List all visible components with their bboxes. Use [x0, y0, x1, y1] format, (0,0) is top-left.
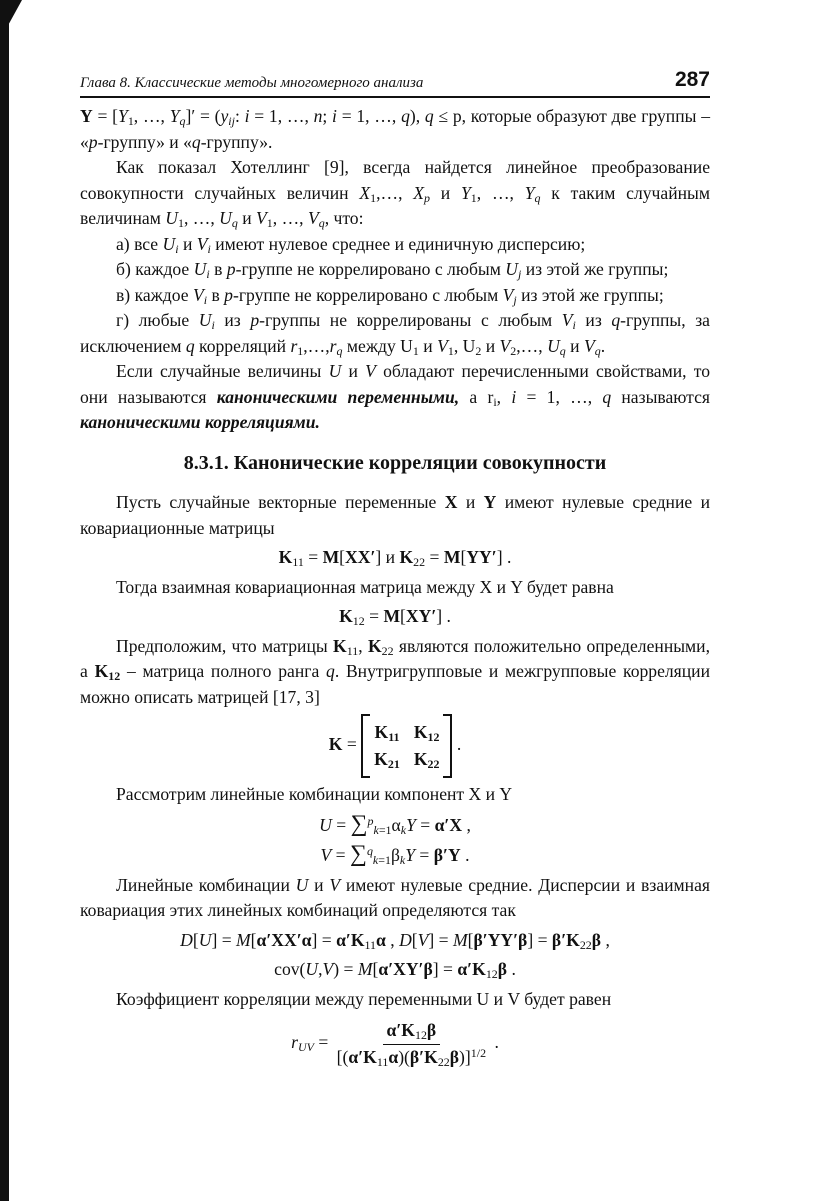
- paragraph-corr-coef: Коэффициент корреляции между переменными U и V будет равен: [116, 988, 612, 1009]
- paragraph-canonical-def: Если случайные величины U и V обладают перечисленными свойствами, то они называются каноническими переменными, а $r_i$, i = 1, …, q называются каноническими корреляциями.: [80, 361, 710, 432]
- section-heading: 8.3.1. Канонические корреляции совокупности: [183, 451, 607, 474]
- formula-dispersion: $D[U] = M[\alpha'XX'\alpha] = \alpha'K_{11}\alpha$ , $D[V] = M[\beta'YY'\beta] = \beta'K_{22}\beta$ ,: [180, 929, 610, 952]
- formula-correlation: $r_{UV}$ = $\frac{\alpha'K_{12}\beta}{[(\alpha'K_{11}\alpha)(\beta'K_{22}\beta)]^{1/2}}$ .: [291, 1020, 499, 1069]
- formula-block-matrix: K = $K_{11}$ $K_{12}$ $K_{21}$ $K_{22}$ .: [80, 714, 710, 778]
- formula-u: $U = \sum^p_{k=1}\alpha_kY = \alpha'X$ ,: [319, 810, 471, 837]
- paragraph-y-groups: $Y = [Y_1$, …, $Y_q]' = (y_{ij}$: i = 1, …, n; i = 1, …, q), q ≤ p, которые образуют две группы – «р-группу» и «q-группу».: [80, 106, 710, 152]
- formula-k12: $K_{12} = M[XY']$ .: [339, 606, 451, 628]
- page-number: 287: [674, 68, 710, 91]
- running-header: [80, 62, 710, 98]
- paragraph-linear-comb: Рассмотрим линейные комбинации компонент X и Y: [116, 784, 513, 804]
- list-item-a: а) все $U_i$ и $V_i$ имеют нулевое среднее и единичную дисперсию;: [116, 233, 586, 256]
- list-item-d: г) любые $U_i$ из р-группы не коррелированы с любым $V_i$ из q-группы, за исключением q корреляций $r_1,\dots,r_q$ между $U_1$ и $V_1$, $U_2$ и $V_2,\dots$, $U_q$ и $V_q$.: [80, 310, 710, 358]
- formula-cov-matrices: $K_{11} = M[XX']$ и $K_{22} = M[YY']$ .: [278, 547, 512, 569]
- scan-corner-shadow: [0, 0, 22, 40]
- term-canonical-variables: каноническими переменными,: [216, 386, 460, 407]
- paragraph-variances: Линейные комбинации U и V имеют нулевые средние. Дисперсии и взаимная ковариация этих линейных комбинаций определяются так: [80, 874, 710, 920]
- paragraph-assume: Предположим, что матрицы $K_{11}$, $K_{22}$ являются положительно определенными, а $K_{12}$ – матрица полного ранга q. Внутригрупповые и межгрупповые корреляции можно описать матрицей [17, 3]: [80, 635, 711, 707]
- scan-left-edge: [0, 0, 9, 1201]
- term-canonical-correlations: каноническими корреляциями.: [80, 412, 320, 432]
- formula-covariance: $cov(U,V) = M[\alpha'XY'\beta] = \alpha'K_{12}\beta$ .: [274, 959, 516, 981]
- paragraph-vectors: Пусть случайные векторные переменные X и Y имеют нулевые средние и ковариационные матрицы: [80, 492, 710, 538]
- page-body: [80, 104, 710, 1070]
- chapter-title: Глава 8. Классические методы многомерного анализа: [80, 75, 424, 91]
- paragraph-cross-cov: Тогда взаимная ковариационная матрица между X и Y будет равна: [116, 576, 614, 597]
- list-item-b: б) каждое $U_i$ в р-группе не коррелировано с любым $U_j$ из этой же группы;: [116, 259, 669, 281]
- list-item-c: в) каждое $V_i$ в р-группе не коррелировано с любым $V_j$ из этой же группы;: [116, 284, 664, 307]
- book-page: [80, 62, 710, 1074]
- formula-v: $V = \sum^q_{k=1}\beta_kY = \beta'Y$ .: [320, 841, 470, 867]
- paragraph-hotelling: Как показал Хотеллинг [9], всегда найдется линейное преобразование совокупности случайных величин $X_1,\dots$, $X_p$ и $Y_1$, …, $Y_q$ к таким случайным величинам $U_1$, …, $U_q$ и $V_1$, …, $V_q$, что:: [80, 157, 710, 230]
